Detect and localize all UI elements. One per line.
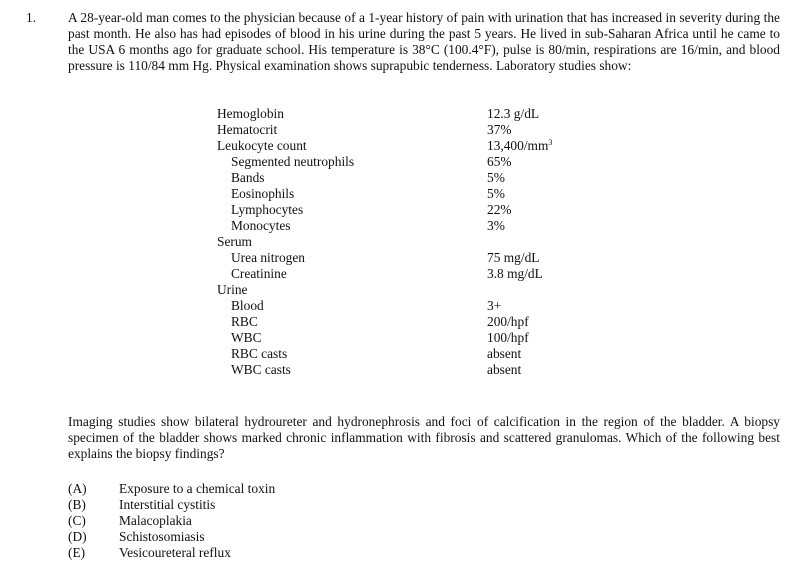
lab-value-superscript: 3: [548, 138, 553, 147]
lab-row: [217, 266, 617, 282]
lab-value-text: 5%: [487, 186, 505, 201]
answer-options: [68, 481, 468, 561]
lab-value: [487, 266, 543, 282]
lab-row: [217, 122, 617, 138]
lab-name: Segmented neutrophils: [231, 154, 355, 169]
option-letter: (D): [68, 529, 87, 544]
lab-value: [487, 202, 512, 218]
lab-value: [487, 170, 505, 186]
lab-name: Hematocrit: [217, 122, 278, 137]
option-letter: (E): [68, 545, 86, 560]
lab-value: [487, 330, 529, 346]
lab-row: [217, 170, 617, 186]
lab-row: [217, 250, 617, 266]
lab-value-text: 12.3 g/dL: [487, 106, 540, 121]
lab-results-table: [217, 106, 617, 378]
option-text: Exposure to a chemical toxin: [119, 481, 276, 496]
answer-option[interactable]: [68, 481, 468, 497]
question-stem: A 28-year-old man comes to the physician because of a 1-year history of pain with urination that has increased in severity during the past month. He also has had episodes of blood in his urine during the past 5 years. He lived in sub-Saharan Africa until he came to the USA 6 months ago for graduate school. His temperature is 38°C (100.4°F), pulse is 80/min, respirations are 16/min, and blood pressure is 110/84 mm Hg. Physical examination shows suprapubic tenderness. Laboratory studies show:: [68, 10, 780, 73]
option-letter: (C): [68, 513, 86, 528]
lab-value-text: 13,400/mm: [487, 138, 549, 153]
lab-row: [217, 186, 617, 202]
lab-name: RBC casts: [231, 346, 288, 361]
imaging-paragraph: Imaging studies show bilateral hydroureter and hydronephrosis and foci of calcification in the region of the bladder. A biopsy specimen of the bladder shows marked chronic inflammation with fibrosis and scattered granulomas. Which of the following best explains the biopsy findings?: [68, 414, 780, 461]
answer-option[interactable]: [68, 497, 468, 513]
lab-value: [487, 106, 539, 122]
lab-row: [217, 298, 617, 314]
lab-row: [217, 330, 617, 346]
lab-name: Serum: [217, 234, 252, 249]
option-letter: (B): [68, 497, 86, 512]
lab-value: [487, 298, 501, 314]
lab-row: [217, 138, 617, 154]
lab-name: Urine: [217, 282, 248, 297]
lab-name: WBC casts: [231, 362, 291, 377]
answer-option[interactable]: [68, 529, 468, 545]
option-text: Schistosomiasis: [119, 529, 205, 544]
lab-name: Hemoglobin: [217, 106, 284, 121]
lab-value: [487, 346, 521, 362]
lab-value-text: 3%: [487, 218, 505, 233]
lab-name: Lymphocytes: [231, 202, 304, 217]
lab-value-text: absent: [487, 346, 522, 361]
answer-option[interactable]: [68, 513, 468, 529]
lab-row: [217, 106, 617, 122]
lab-value: [487, 218, 505, 234]
lab-name: WBC: [231, 330, 262, 345]
lab-row: [217, 282, 617, 298]
lab-row: [217, 202, 617, 218]
lab-value: [487, 362, 521, 378]
lab-name: Creatinine: [231, 266, 287, 281]
lab-row: [217, 346, 617, 362]
option-text: Interstitial cystitis: [119, 497, 216, 512]
lab-value: [487, 314, 529, 330]
question-number: 1.: [26, 10, 37, 25]
lab-name: Bands: [231, 170, 265, 185]
lab-value-text: 22%: [487, 202, 512, 217]
lab-value-text: 3.8 mg/dL: [487, 266, 543, 281]
lab-row: [217, 154, 617, 170]
option-text: Malacoplakia: [119, 513, 192, 528]
lab-value: [487, 250, 539, 266]
option-text: Vesicoureteral reflux: [119, 545, 231, 560]
lab-name: Eosinophils: [231, 186, 295, 201]
lab-value-text: 37%: [487, 122, 512, 137]
option-letter: (A): [68, 481, 87, 496]
lab-name: Blood: [231, 298, 264, 313]
lab-value-text: 75 mg/dL: [487, 250, 540, 265]
lab-row: [217, 314, 617, 330]
lab-name: RBC: [231, 314, 258, 329]
lab-row: [217, 362, 617, 378]
lab-value-text: absent: [487, 362, 522, 377]
lab-value-text: 65%: [487, 154, 512, 169]
lab-value: [487, 138, 552, 154]
lab-value: [487, 122, 512, 138]
lab-name: Urea nitrogen: [231, 250, 305, 265]
lab-row: [217, 234, 617, 250]
answer-option[interactable]: [68, 545, 468, 561]
lab-value-text: 100/hpf: [487, 330, 529, 345]
lab-value: [487, 154, 512, 170]
lab-value: [487, 186, 505, 202]
lab-value-text: 200/hpf: [487, 314, 529, 329]
lab-name: Leukocyte count: [217, 138, 307, 153]
lab-value-text: 3+: [487, 298, 502, 313]
lab-row: [217, 218, 617, 234]
lab-name: Monocytes: [231, 218, 291, 233]
lab-value-text: 5%: [487, 170, 505, 185]
